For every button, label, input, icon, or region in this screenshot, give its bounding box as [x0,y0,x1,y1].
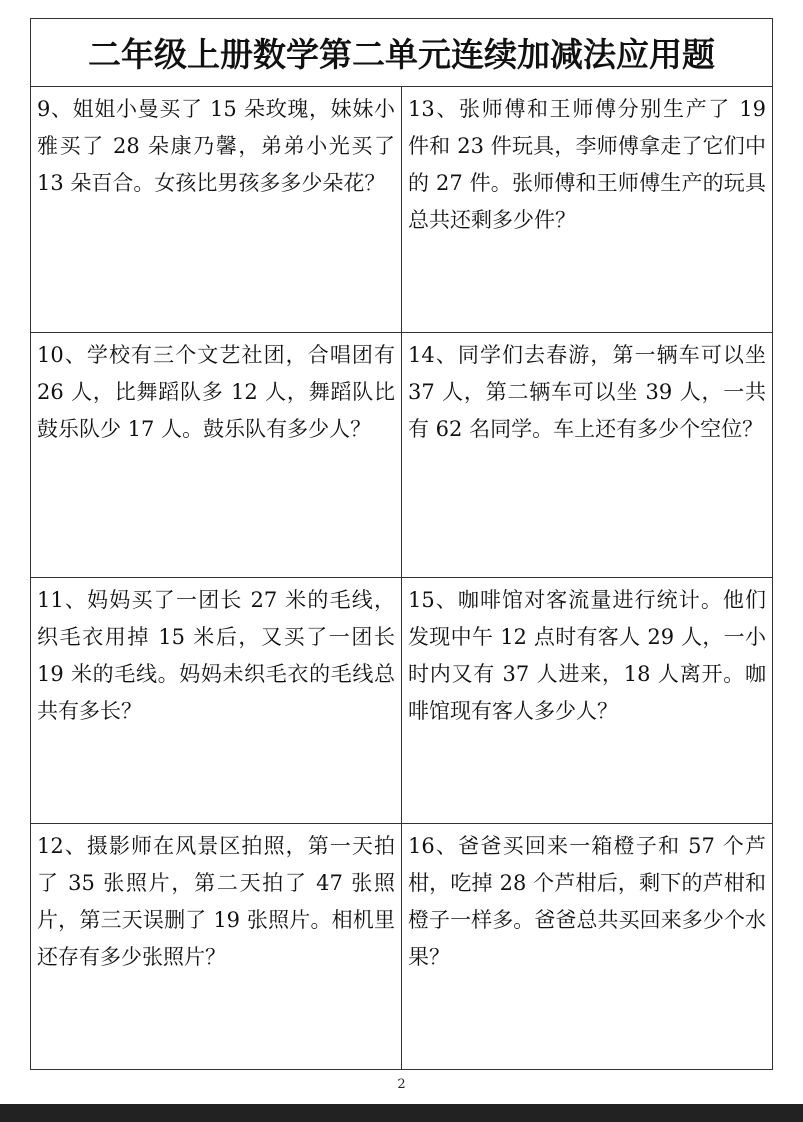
problem-13: 13、张师傅和王师傅分别生产了 19 件和 23 件玩具，李师傅拿走了它们中的 27 件。张师傅和王师傅生产的玩具总共还剩多少件？ [402,87,772,333]
problem-grid [31,87,772,1069]
problem-11: 11、妈妈买了一团长 27 米的毛线，织毛衣用掉 15 米后，又买了一团长 19 米的毛线。妈妈未织毛衣的毛线总共有多长？ [31,578,402,824]
problem-15: 15、咖啡馆对客流量进行统计。他们发现中午 12 点时有客人 29 人，一小时内又有 37 人进来，18 人离开。咖啡馆现有客人多少人？ [402,578,772,824]
problem-14: 14、同学们去春游，第一辆车可以坐 37 人，第二辆车可以坐 39 人，一共有 62 名同学。车上还有多少个空位？ [402,333,772,579]
page-number: 2 [397,1077,406,1092]
problem-12: 12、摄影师在风景区拍照，第一天拍了 35 张照片，第二天拍了 47 张照片，第三天误删了 19 张照片。相机里还存有多少张照片？ [31,824,402,1070]
page-title: 二年级上册数学第二单元连续加减法应用题 [31,19,772,87]
problem-10: 10、学校有三个文艺社团，合唱团有 26 人，比舞蹈队多 12 人，舞蹈队比鼓乐队少 17 人。鼓乐队有多少人？ [31,333,402,579]
problem-16: 16、爸爸买回来一箱橙子和 57 个芦柑，吃掉 28 个芦柑后，剩下的芦柑和橙子一样多。爸爸总共买回来多少个水果？ [408,833,766,969]
bottom-border-bar [0,1104,803,1122]
worksheet [30,18,773,1070]
problem-9: 9、姐姐小曼买了 15 朵玫瑰，妹妹小雅买了 28 朵康乃馨，弟弟小光买了 13 朵百合。女孩比男孩多多少朵花？ [31,87,402,333]
